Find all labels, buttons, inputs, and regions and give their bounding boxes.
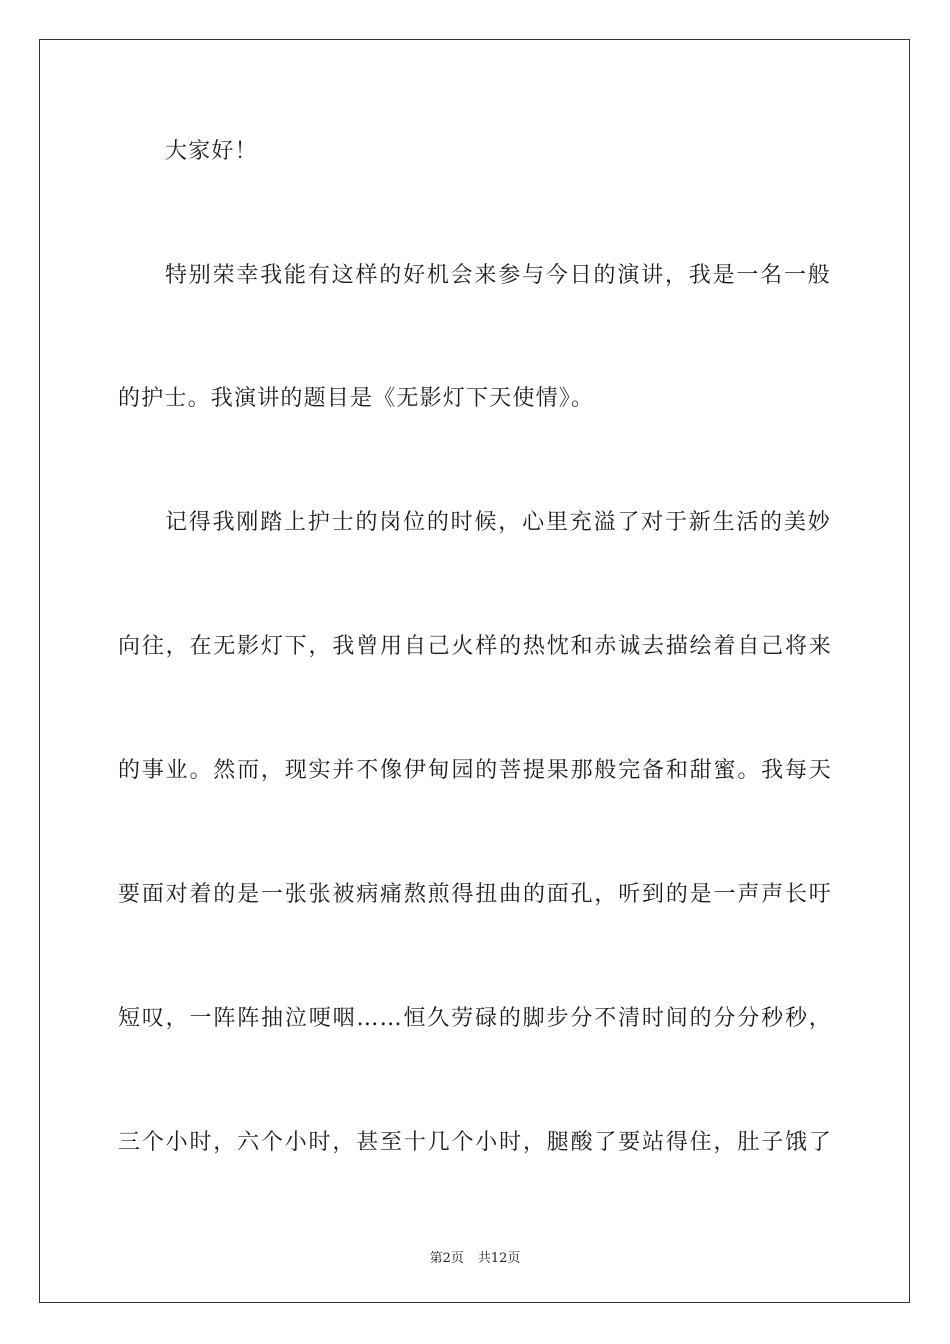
- page-border: [39, 39, 910, 1303]
- page-total: 共12页: [477, 1251, 521, 1266]
- paragraph-line: 要面对着的是一张张被病痛熬煎得扭曲的面孔，听到的是一声声长吁: [118, 882, 832, 907]
- page-number: 第2页: [429, 1251, 464, 1266]
- paragraph-line: 向往，在无影灯下，我曾用自己火样的热忱和赤诚去描绘着自己将来: [118, 634, 832, 659]
- paragraph-line: 特别荣幸我能有这样的好机会来参与今日的演讲，我是一名一般: [165, 263, 831, 288]
- greeting-line: 大家好！: [165, 139, 258, 164]
- paragraph-line: 的护士。我演讲的题目是《无影灯下天使情》。: [118, 386, 595, 411]
- paragraph-line: 三个小时，六个小时，甚至十几个小时，腿酸了要站得住，肚子饿了: [118, 1130, 832, 1155]
- paragraph-line: 的事业。然而，现实并不像伊甸园的菩提果那般完备和甜蜜。我每天: [118, 758, 832, 783]
- paragraph-line: 短叹，一阵阵抽泣哽咽……恒久劳碌的脚步分不清时间的分分秒秒，: [118, 1006, 832, 1031]
- page-footer: [0, 1247, 950, 1266]
- paragraph-line: 记得我刚踏上护士的岗位的时候，心里充溢了对于新生活的美妙: [165, 510, 831, 535]
